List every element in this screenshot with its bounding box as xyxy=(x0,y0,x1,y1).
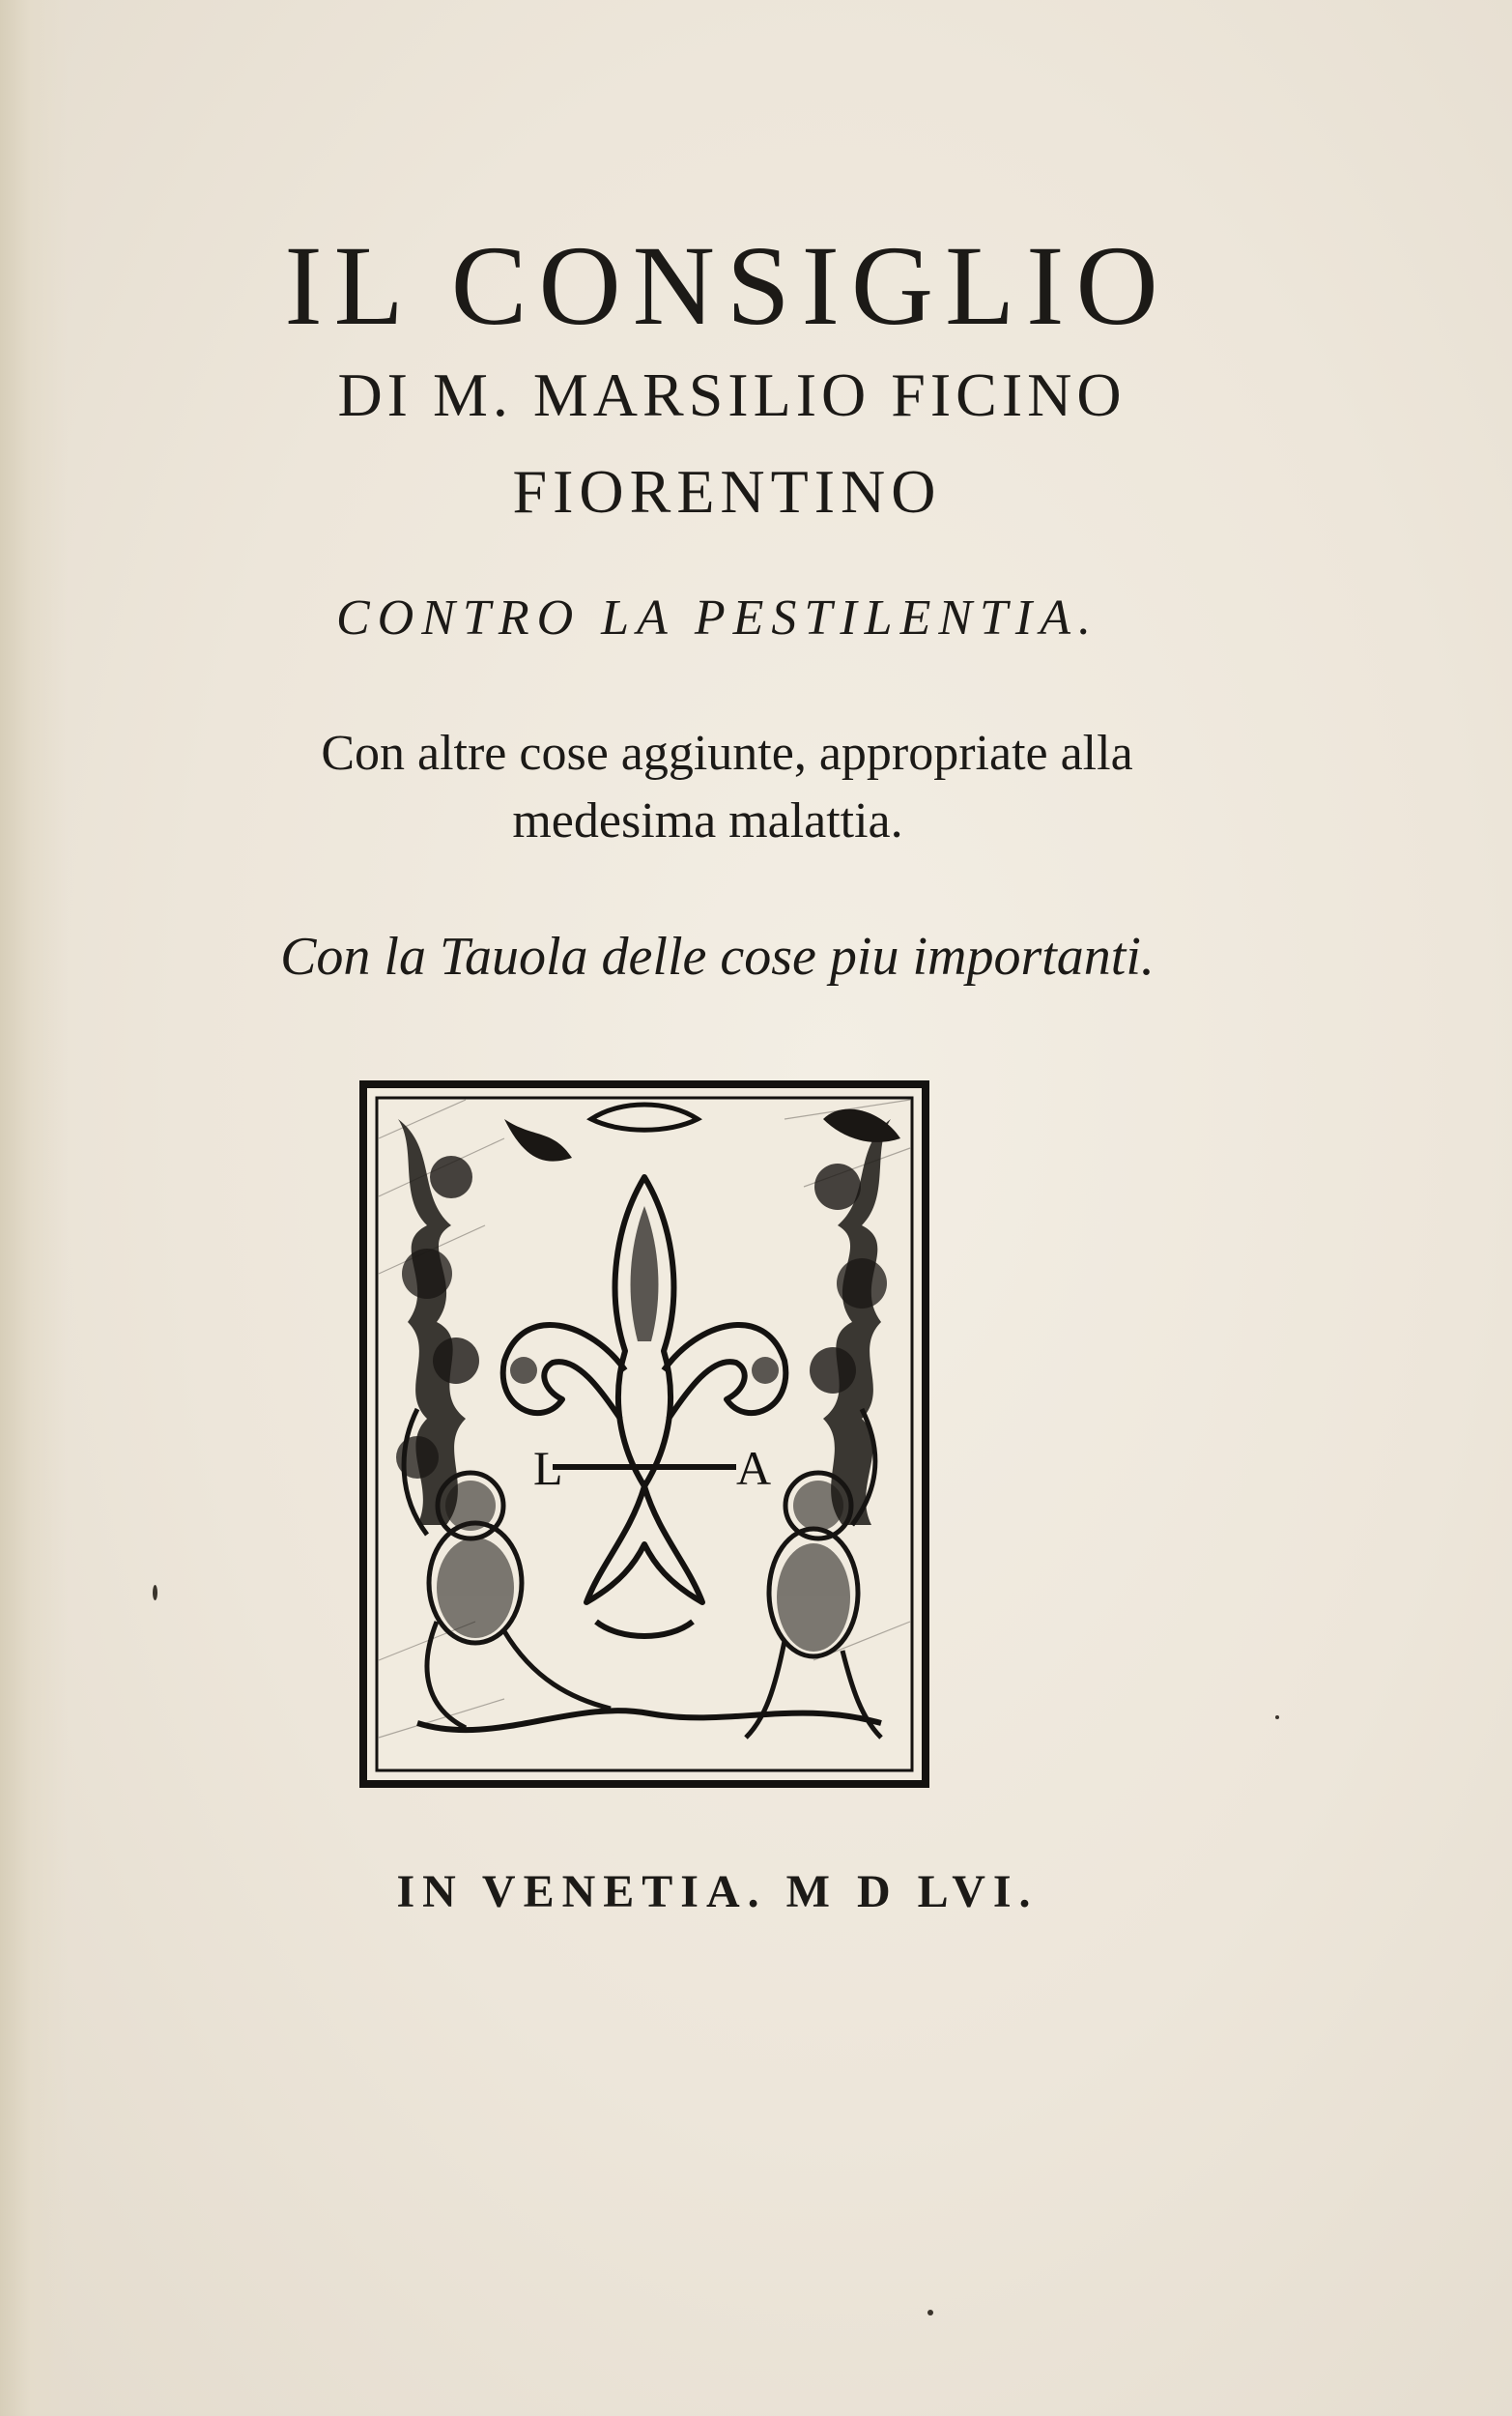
printers-mark-woodcut xyxy=(359,1080,929,1788)
book-title: IL CONSIGLIO xyxy=(284,222,1170,349)
imprint-line: IN VENETIA. M D LVI. xyxy=(396,1866,1039,1917)
author-line: DI M. MARSILIO FICINO xyxy=(337,360,1127,429)
index-line: Con la Tauola delle cose piu importanti. xyxy=(280,927,1155,987)
ink-speck xyxy=(153,1585,157,1600)
mark-letter-left: L xyxy=(533,1441,563,1495)
subject-line: CONTRO LA PESTILENTIA. xyxy=(335,590,1099,646)
addition-line-1: Con altre cose aggiunte, appropriate alla xyxy=(321,726,1133,781)
addition-line-2: medesima malattia. xyxy=(512,793,903,848)
origin-line: FIORENTINO xyxy=(512,457,942,526)
mark-letter-right: A xyxy=(736,1441,772,1495)
ink-speck xyxy=(927,2310,933,2315)
ink-speck xyxy=(1275,1715,1279,1719)
